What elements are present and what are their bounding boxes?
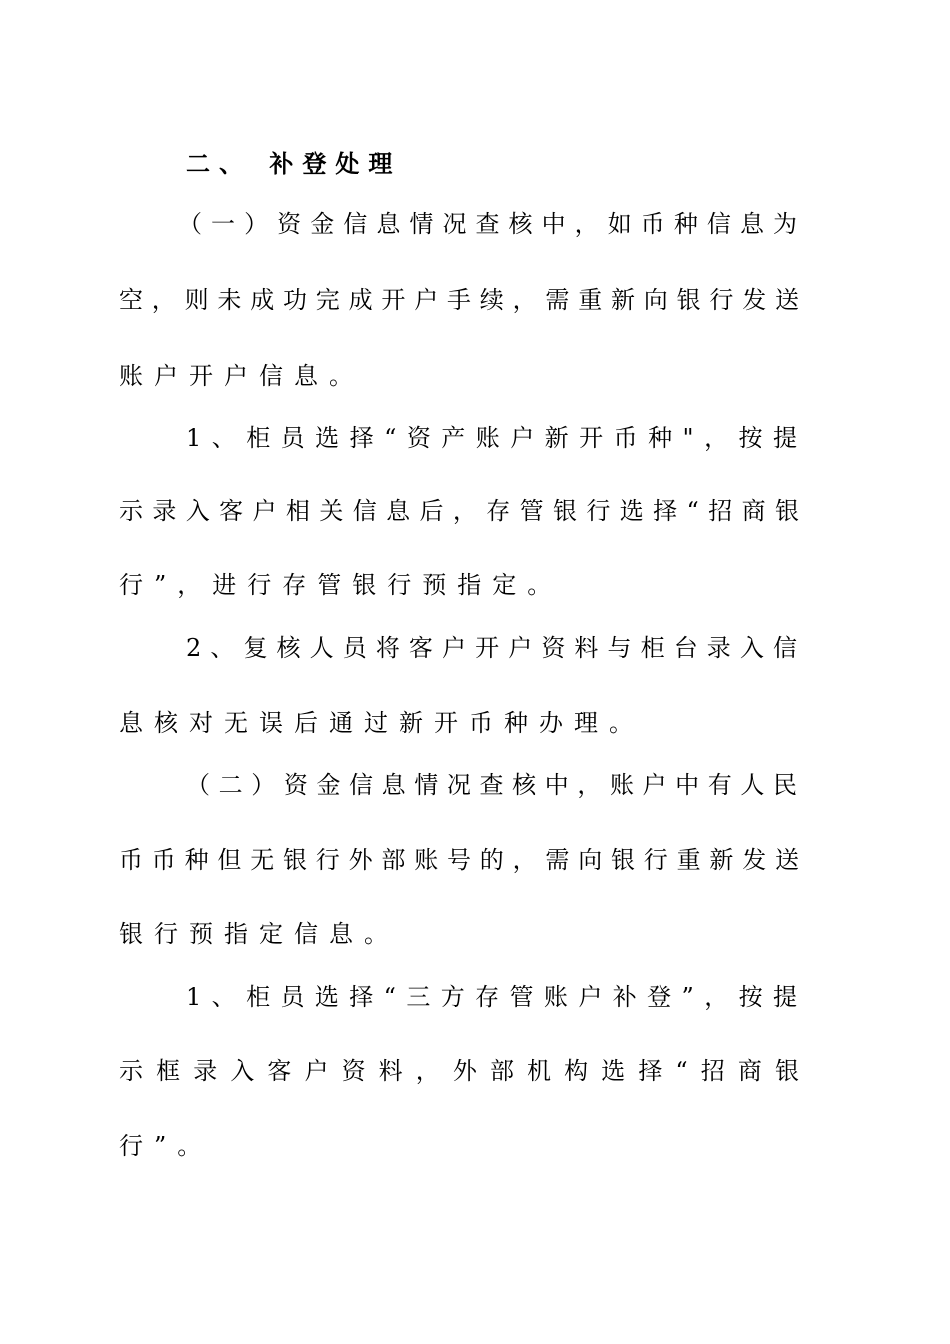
paragraph-line: 账户开户信息。: [119, 362, 364, 390]
paragraph-line: 行”，进行存管银行预指定。: [119, 571, 563, 599]
section-heading: 二、 补登处理: [186, 150, 402, 178]
paragraph-line: 1、柜员选择“三方存管账户补登”，按提: [186, 983, 797, 1011]
paragraph-line: 银行预指定信息。: [119, 920, 399, 948]
paragraph-line: 1、柜员选择“资产账户新开币种"，按提: [186, 424, 797, 452]
paragraph-line: 息核对无误后通过新开币种办理。: [119, 709, 644, 737]
paragraph-line: 空，则未成功完成开户手续，需重新向银行发送: [119, 286, 799, 314]
paragraph-line: 示框录入客户资料，外部机构选择“招商银: [119, 1057, 799, 1085]
paragraph-line: 2、复核人员将客户开户资料与柜台录入信: [186, 634, 797, 662]
paragraph-line: （二）资金信息情况查核中，账户中有人民: [186, 771, 797, 799]
paragraph-line: 币币种但无银行外部账号的，需向银行重新发送: [119, 846, 799, 874]
paragraph-line: （一）资金信息情况查核中，如币种信息为: [178, 210, 797, 238]
paragraph-line: 行”。: [119, 1132, 213, 1160]
paragraph-line: 示录入客户相关信息后，存管银行选择“招商银: [119, 497, 799, 525]
